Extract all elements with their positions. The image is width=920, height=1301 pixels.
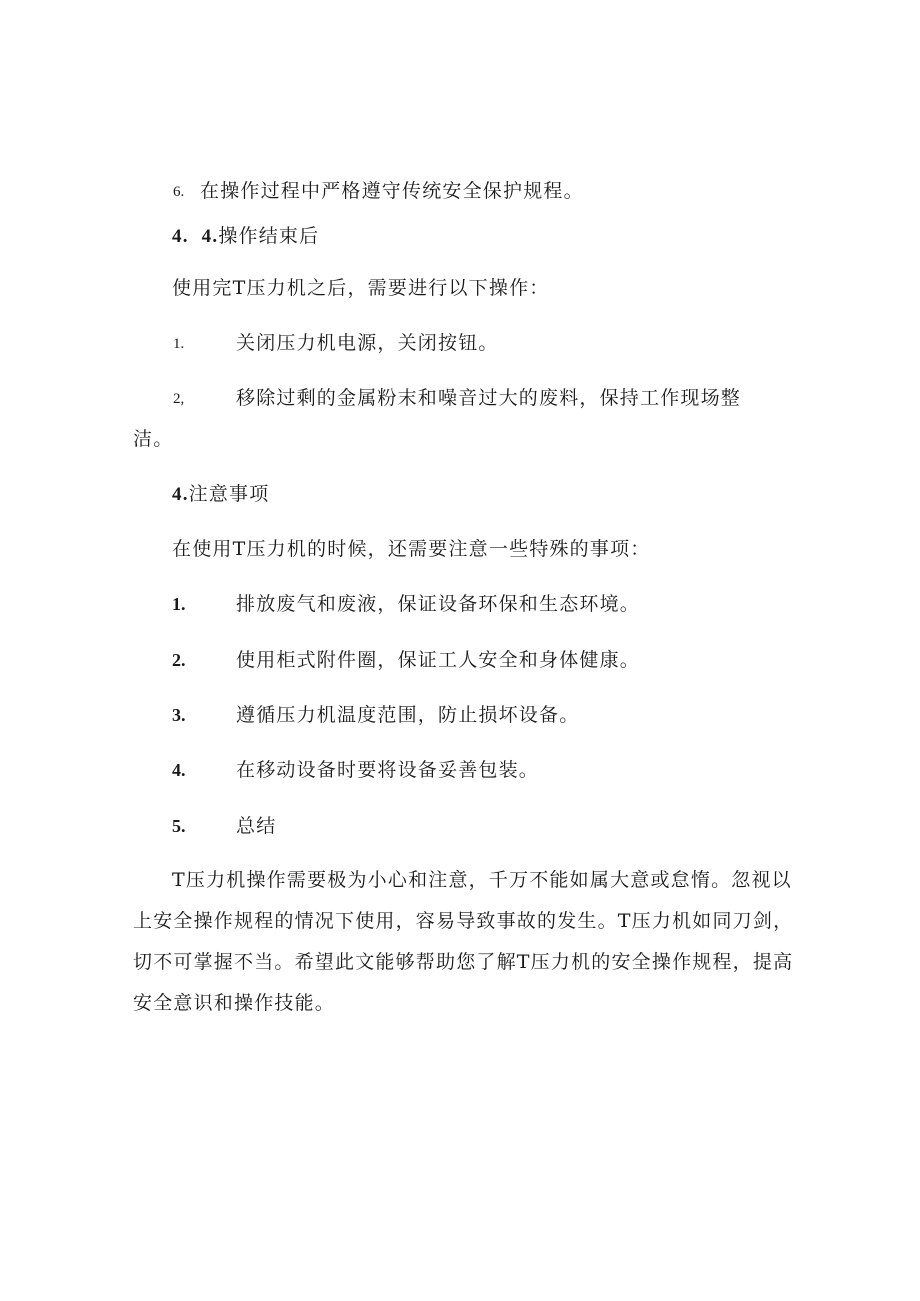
heading-prefix: 4. [172,226,189,247]
list-number: 6. [173,184,185,200]
list-item-text: 在移动设备时要将设备妥善包装。 [236,759,540,781]
summary-line: 上安全操作规程的情况下使用，容易导致事故的发生。T压力机如同刀剑， [133,910,794,932]
heading-title: 操作结束后 [218,225,320,247]
summary-line: T压力机操作需要极为小心和注意，千万不能如属大意或怠惰。忽视以 [172,869,792,891]
list-item-text: 遵循压力机温度范围，防止损坏设备。 [236,704,580,726]
list-number: 2. [172,650,186,670]
list-item-text: 移除过剩的金属粉末和噪音过大的废料，保持工作现场整 [236,387,742,409]
heading-number: 4. [172,484,189,505]
paragraph-after-intro: 使用完T压力机之后，需要进行以下操作： [172,277,550,299]
heading-title: 注意事项 [188,483,270,505]
list-item-text: 在操作过程中严格遵守传统安全保护规程。 [200,180,584,202]
list-number: 1. [173,336,185,352]
section-heading-after-operation [172,224,319,249]
list-item-text: 排放废气和废液，保证设备环保和生态环境。 [236,593,641,615]
list-item-text: 关闭压力机电源，关闭按钮。 [236,332,499,354]
list-number: 1. [172,594,186,614]
list-number: 5. [172,816,186,836]
heading-number: 4. [201,226,219,247]
paragraph-notes-intro: 在使用T压力机的时候，还需要注意一些特殊的事项： [172,538,651,560]
list-number: 2, [173,391,185,407]
list-item-continuation: 洁。 [133,428,174,450]
list-number: 4. [172,760,186,780]
list-item-text: 使用柜式附件圈，保证工人安全和身体健康。 [236,649,641,671]
summary-line: 切不可掌握不当。希望此文能够帮助您了解T压力机的安全操作规程，提高 [133,951,794,973]
summary-line: 安全意识和操作技能。 [133,992,336,1014]
list-number: 3. [172,705,186,725]
section-heading-notes [172,482,269,507]
list-item-text: 总结 [236,815,277,837]
